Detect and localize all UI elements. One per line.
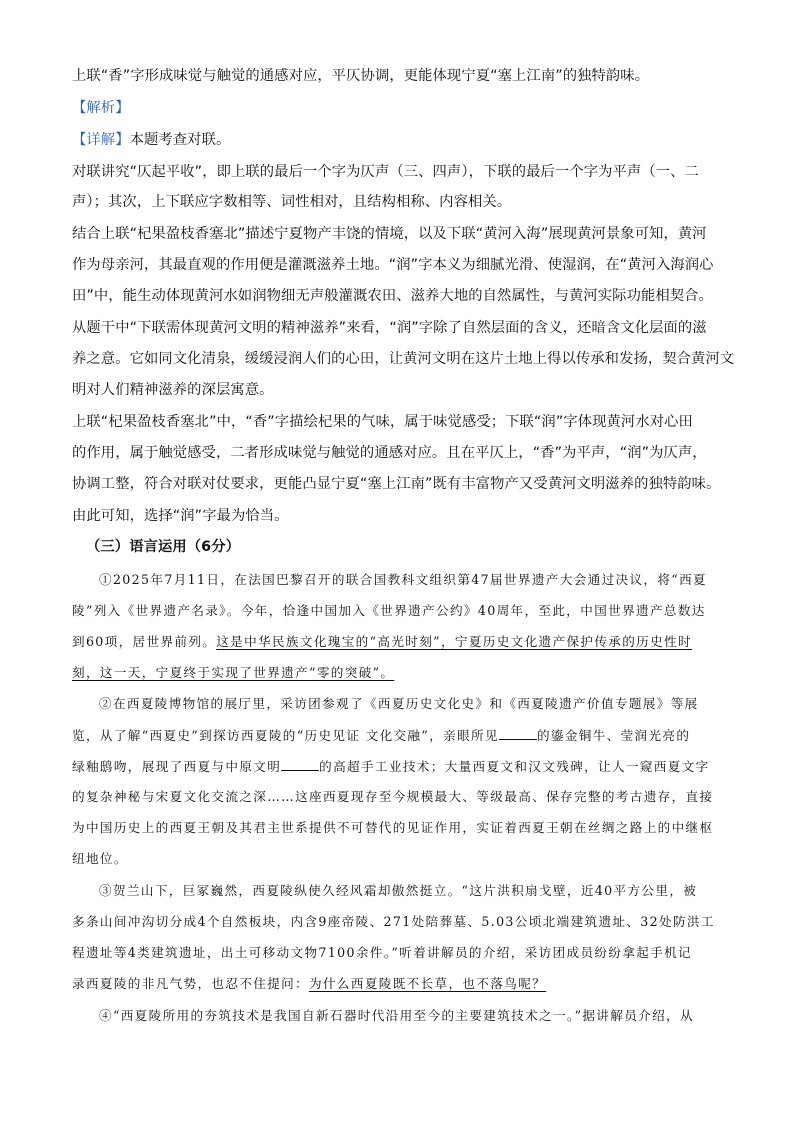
analysis-line: 由此可知，选择“润”字最为恰当。 <box>72 508 289 524</box>
passage-line <box>72 756 722 777</box>
analysis-tag: 【解析】 <box>72 100 130 116</box>
analysis-line: 协调工整，符合对联对仗要求，更能凸显宁夏“塞上江南”既有丰富物产又受黄河文明滋养的独特韵味。 <box>72 476 721 492</box>
passage-line: ③贺兰山下，巨冢巍然，西夏陵纵使久经风霜却傲然挺立。“这片洪积扇戈壁，近40平方公里，被 <box>99 883 698 898</box>
passage-line <box>72 663 722 683</box>
analysis-line: 上联“香”字形成味觉与触觉的通感对应，平仄协调，更能体现宁夏“塞上江南”的独特韵味。 <box>72 68 650 84</box>
passage-line: ④“西夏陵所用的夯筑技术是我国自新石器时代沿用至今的主要建筑技术之一。”据讲解员介绍，从 <box>99 1008 694 1023</box>
passage-text: 览，从了解“西夏史”到探访西夏陵的“历史见证 文化交融”，亲眼所见 <box>72 728 499 743</box>
analysis-line: 上联“杞果盈枝香塞北”中，“香”字描绘杞果的气味，属于味觉感受；下联“润”字体现黄河水对心田 <box>72 414 693 430</box>
passage-line: 为中国历史上的西夏王朝及其君主世系提供不可替代的见证作用，实证着西夏王朝在丝绸之路上的中继枢 <box>72 820 714 835</box>
underlined-question: 为什么西夏陵既不长草，也不落鸟呢？ <box>309 976 547 991</box>
analysis-line: 从题干中“下联需体现黄河文明的精神滋养”来看，“润”字除了自然层面的含义，还暗含文化层面的滋 <box>72 320 707 336</box>
underlined-sentence: 刻，这一天，宁夏终于实现了世界遗产“零的突破”。 <box>72 665 395 680</box>
analysis-text: 本题考查对联。 <box>129 132 231 148</box>
analysis-line: 作为母亲河，其最直观的作用便是灌溉滋养土地。“润”字本义为细腻光滑、使湿润，在“黄河入海润心 <box>72 257 714 273</box>
detail-tag: 【详解】 <box>72 132 130 148</box>
passage-line: 陵”列入《世界遗产名录》。今年，恰逢中国加入《世界遗产公约》40周年，至此，中国世界遗产总数达 <box>72 603 706 618</box>
passage-line: ①2025年7月11日，在法国巴黎召开的联合国教科文组织第47届世界遗产大会通过决议，将“西夏 <box>99 572 707 587</box>
passage-line <box>72 725 722 746</box>
section-heading: （三）语言运用（6分） <box>86 539 241 555</box>
analysis-line: 结合上联“杞果盈枝香塞北”描述宁夏物产丰饶的情境，以及下联“黄河入海”展现黄河景象可知，黄河 <box>72 226 707 242</box>
passage-text: 绿釉鸱吻，展现了西夏与中原文明 <box>72 759 282 774</box>
passage-line <box>72 974 722 994</box>
passage-text: 的鎏金铜牛、莹润光亮的 <box>536 728 691 743</box>
passage-line: 程遗址等4类建筑遗址，出土可移动文物7100余件。”听着讲解员的介绍，采访团成员纷纷拿起手机记 <box>72 945 692 960</box>
passage-line: 的复杂神秘与宋夏文化交流之深……这座西夏现存至今规模最大、等级最高、保存完整的考古遗存，直接 <box>72 789 714 804</box>
analysis-line: 的作用，属于触觉感受，二者形成味觉与触觉的通感对应。且在平仄上，“香”为平声，“润”为仄声， <box>72 445 707 461</box>
analysis-line: 明对人们精神滋养的深层寓意。 <box>72 382 274 398</box>
passage-text: 录西夏陵的非凡气势，也忍不住提问： <box>72 976 310 991</box>
passage-line: 多条山间冲沟切分成4个自然板块，内含9座帝陵、271处陪葬墓、5.03公顷北端建筑遗址、32处防洪工 <box>72 914 715 929</box>
analysis-line: 田”中，能生动体现黄河水如润物细无声般灌溉农田、滋养大地的自然属性，与黄河实际功能相契合。 <box>72 288 713 304</box>
analysis-line: 养之意。它如同文化清泉，缓缓浸润人们的心田，让黄河文明在这片土地上得以传承和发扬，契合黄河文 <box>72 351 735 367</box>
passage-line <box>72 632 722 652</box>
analysis-line <box>72 130 722 150</box>
underlined-sentence: 这是中华民族文化瑰宝的“高光时刻”，宁夏历史文化遗产保护传承的历史性时 <box>216 634 692 649</box>
fill-blank-1[interactable] <box>499 725 537 740</box>
passage-line: 纽地位。 <box>72 851 128 866</box>
passage-line: ②在西夏陵博物馆的展厅里，采访团参观了《西夏历史文化史》和《西夏陵遗产价值专题展》等展 <box>99 696 699 711</box>
analysis-line: 对联讲究“仄起平收”，即上联的最后一个字为仄声（三、四声），下联的最后一个字为平声（一、二 <box>72 164 699 180</box>
analysis-line: 声）；其次，上下联应字数相等、词性相对，且结构相称、内容相关。 <box>72 194 512 210</box>
fill-blank-2[interactable] <box>281 756 319 771</box>
passage-text: 的高超手工业技术；大量西夏文和汉文残碑，让人一窥西夏文字 <box>319 759 710 774</box>
passage-text: 到60项，居世界前列。 <box>72 634 217 649</box>
